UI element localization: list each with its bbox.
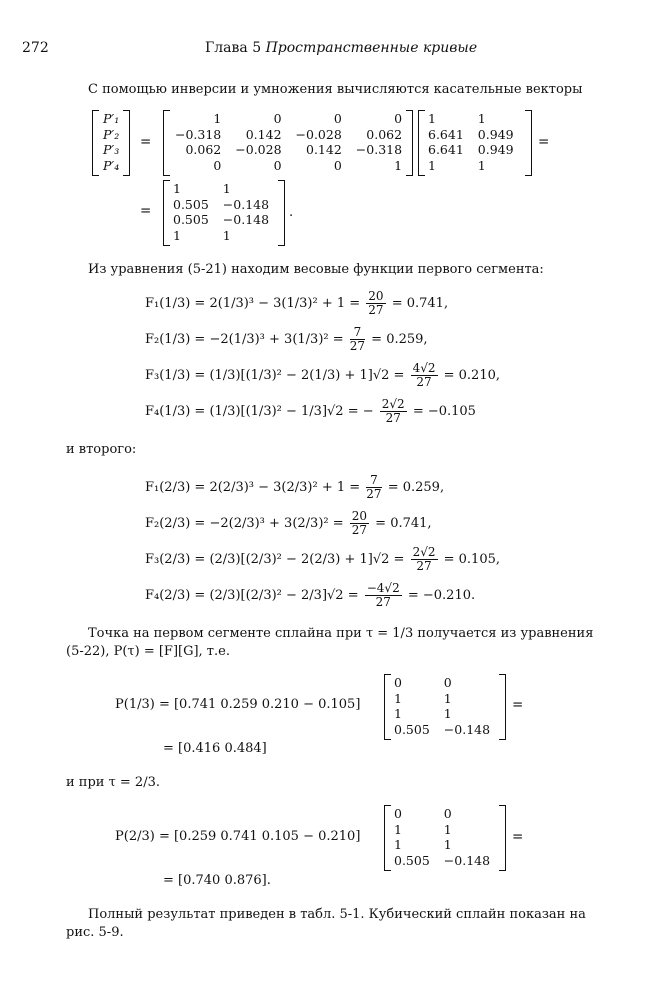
tangent-result-table xyxy=(166,181,276,243)
paragraph-point-a: Точка на первом сегменте сплайна при τ = 1/3 получается из уравнения xyxy=(88,626,594,641)
inverse-matrix-row xyxy=(168,111,409,127)
first-segment-equation-rhs: = 0.741, xyxy=(387,296,449,311)
tangent-result-row xyxy=(166,197,276,213)
paragraph-second: и второго: xyxy=(66,442,137,457)
geometry-matrix-cell: 1 xyxy=(477,111,486,126)
g-matrix-row xyxy=(387,691,497,707)
g-matrix-row xyxy=(387,822,497,838)
second-segment-equation-lhs: F₄(2/3) = (2/3)[(2/3)² − 2/3]√2 = xyxy=(145,588,363,603)
tangent-result-cell: 0.505 xyxy=(173,212,209,227)
second-segment-equation-rhs: = 0.741, xyxy=(371,516,432,531)
paragraph-point-b: (5-22), P(τ) = [F][G], т.е. xyxy=(66,644,230,659)
tangent-lhs-entries: P′₁ P′₂ P′₃ P′₄ xyxy=(103,111,120,173)
page-number: 272 xyxy=(22,40,49,56)
first-segment-equation xyxy=(145,362,500,389)
fraction-numerator: 2√2 xyxy=(412,545,436,559)
g-matrix-row xyxy=(387,706,497,722)
inverse-matrix-cell: 1 xyxy=(213,111,222,126)
g-matrix-cell: 0.505 xyxy=(394,721,430,737)
inverse-matrix-table xyxy=(168,111,409,173)
g-matrix-cell: 1 xyxy=(443,837,452,852)
geometry-matrix xyxy=(418,110,532,176)
period: . xyxy=(289,205,294,220)
g-matrix-cell: −0.148 xyxy=(443,721,491,737)
paragraph-weights: Из уравнения (5-21) находим весовые функции первого сегмента: xyxy=(88,262,544,277)
second-segment-equation-lhs: F₂(2/3) = −2(2/3)³ + 3(2/3)² = xyxy=(145,516,348,531)
g-matrix-cell: 1 xyxy=(394,821,402,837)
g-matrix-cell: 1 xyxy=(443,821,452,837)
inverse-matrix-row xyxy=(168,127,409,143)
fraction-denominator: 27 xyxy=(385,411,401,425)
running-header xyxy=(205,40,477,56)
inverse-matrix-cell: 1 xyxy=(394,157,403,173)
first-segment-equation-lhs: F₁(1/3) = 2(1/3)³ − 3(1/3)² + 1 = xyxy=(145,296,365,311)
fraction-denominator: 27 xyxy=(416,375,432,389)
first-segment-equation-lhs: F₄(1/3) = (1/3)[(1/3)² − 1/3]√2 = − xyxy=(145,404,378,419)
inverse-matrix-cell: −0.318 xyxy=(355,142,403,157)
tangent-result-row xyxy=(166,228,276,244)
g-matrix-row xyxy=(387,837,497,853)
geometry-matrix-row xyxy=(421,142,521,158)
equals-sign: = xyxy=(512,697,524,713)
first-segment-equation-rhs: = −0.105 xyxy=(408,404,476,419)
first-segment-equation-rhs: = 0.210, xyxy=(439,368,501,383)
geometry-matrix-row xyxy=(421,158,521,174)
inverse-matrix-cell: 0 xyxy=(394,111,403,126)
g-matrix-row xyxy=(387,853,497,869)
fraction-numerator: 2√2 xyxy=(381,397,405,411)
second-segment-equation xyxy=(145,510,432,537)
first-segment-fraction xyxy=(366,290,385,317)
equals-sign: = xyxy=(538,134,550,150)
inverse-matrix-cell: 0 xyxy=(273,111,282,126)
inverse-matrix xyxy=(163,110,413,176)
geometry-matrix-table xyxy=(421,111,521,173)
inverse-matrix-cell: 0 xyxy=(273,157,282,173)
first-segment-fraction xyxy=(380,398,407,425)
second-segment-equation-rhs: = 0.259, xyxy=(383,480,445,495)
fraction-numerator: 20 xyxy=(351,509,368,523)
g-matrix-1 xyxy=(384,674,506,740)
p-two-thirds-result: = [0.740 0.876]. xyxy=(163,873,271,888)
g-matrix-cell: 0 xyxy=(443,806,452,821)
fraction-denominator: 27 xyxy=(368,303,384,317)
p-one-third-lhs: P(1/3) = [0.741 0.259 0.210 − 0.105] xyxy=(115,697,361,712)
paragraph-tau-two-thirds: и при τ = 2/3. xyxy=(66,775,160,790)
geometry-matrix-row xyxy=(421,111,521,127)
fraction-numerator: 7 xyxy=(366,474,381,488)
g-matrix-1-table xyxy=(387,675,497,737)
inverse-matrix-cell: −0.028 xyxy=(295,126,342,142)
second-segment-equation-rhs: = −0.210. xyxy=(403,588,476,603)
fraction-numerator: 20 xyxy=(368,289,384,303)
second-segment-fraction xyxy=(350,510,369,537)
first-segment-equation xyxy=(145,290,448,317)
geometry-matrix-cell: 0.949 xyxy=(477,126,514,142)
g-matrix-cell: 0 xyxy=(394,675,402,690)
inverse-matrix-cell: 0.142 xyxy=(245,126,282,142)
g-matrix-row xyxy=(387,722,497,738)
second-segment-fraction xyxy=(365,582,402,609)
g-matrix-2 xyxy=(384,805,506,871)
geometry-matrix-cell: 1 xyxy=(428,157,436,173)
inverse-matrix-cell: −0.318 xyxy=(175,126,222,142)
first-segment-equation-lhs: F₂(1/3) = −2(1/3)³ + 3(1/3)² = xyxy=(145,332,348,347)
first-segment-equation xyxy=(145,398,476,425)
fraction-denominator: 27 xyxy=(349,339,366,353)
fraction-denominator: 27 xyxy=(416,559,432,573)
fraction-denominator: 27 xyxy=(375,595,391,609)
fraction-denominator: 27 xyxy=(366,487,382,501)
second-segment-equation-lhs: F₃(2/3) = (2/3)[(2/3)² − 2(2/3) + 1]√2 = xyxy=(145,552,409,567)
g-matrix-cell: 1 xyxy=(443,690,452,706)
g-matrix-row xyxy=(387,675,497,691)
tangent-result-cell: 1 xyxy=(222,181,231,196)
tangent-lhs-matrix xyxy=(92,110,130,176)
chapter-label: Глава 5 xyxy=(205,40,262,56)
geometry-matrix-cell: 1 xyxy=(428,111,436,126)
equals-sign: = xyxy=(140,203,152,219)
p-one-third-result: = [0.416 0.484] xyxy=(163,741,267,756)
g-matrix-cell: −0.148 xyxy=(443,852,491,868)
equals-sign: = xyxy=(140,134,152,150)
tangent-result-cell: 0.505 xyxy=(173,196,209,212)
g-matrix-row xyxy=(387,806,497,822)
inverse-matrix-cell: −0.028 xyxy=(235,142,282,157)
second-segment-equation-lhs: F₁(2/3) = 2(2/3)³ − 3(2/3)² + 1 = xyxy=(145,480,365,495)
fraction-denominator: 27 xyxy=(351,523,368,537)
tangent-result-cell: −0.148 xyxy=(222,212,270,227)
tangent-result-cell: 1 xyxy=(222,227,231,243)
inverse-matrix-cell: 0.142 xyxy=(306,142,342,157)
inverse-matrix-cell: 0 xyxy=(213,157,222,173)
second-segment-equation xyxy=(145,546,500,573)
tangent-result-cell: 1 xyxy=(173,227,181,243)
tangent-result-row xyxy=(166,181,276,197)
g-matrix-cell: 1 xyxy=(394,690,402,706)
g-matrix-cell: 0 xyxy=(443,675,452,690)
geometry-matrix-cell: 1 xyxy=(477,157,486,173)
g-matrix-cell: 0.505 xyxy=(394,852,430,868)
tangent-result-row xyxy=(166,212,276,228)
tangent-result-cell: −0.148 xyxy=(222,196,270,212)
inverse-matrix-cell: 0 xyxy=(333,111,342,126)
tangent-result-matrix xyxy=(163,180,285,246)
fraction-numerator: −4√2 xyxy=(366,581,400,595)
geometry-matrix-row xyxy=(421,127,521,143)
fraction-numerator: 4√2 xyxy=(412,361,436,375)
g-matrix-cell: 0 xyxy=(394,806,402,821)
first-segment-equation xyxy=(145,326,428,353)
chapter-title: Пространственные кривые xyxy=(265,40,478,56)
g-matrix-2-table xyxy=(387,806,497,868)
first-segment-equation-rhs: = 0.259, xyxy=(367,332,428,347)
inverse-matrix-cell: 0.062 xyxy=(366,126,403,142)
equals-sign: = xyxy=(512,829,524,845)
paragraph-result-b: рис. 5-9. xyxy=(66,925,124,940)
second-segment-fraction xyxy=(366,474,381,501)
geometry-matrix-cell: 6.641 xyxy=(428,126,464,142)
inverse-matrix-cell: 0 xyxy=(333,157,342,173)
p-two-thirds-lhs: P(2/3) = [0.259 0.741 0.105 − 0.210] xyxy=(115,829,361,844)
tangent-result-cell: 1 xyxy=(173,181,181,196)
second-segment-equation xyxy=(145,474,444,501)
paragraph-intro: С помощью инверсии и умножения вычисляются касательные векторы xyxy=(88,82,583,97)
geometry-matrix-cell: 0.949 xyxy=(477,142,514,157)
second-segment-equation xyxy=(145,582,475,609)
second-segment-fraction xyxy=(411,546,438,573)
first-segment-equation-lhs: F₃(1/3) = (1/3)[(1/3)² − 2(1/3) + 1]√2 = xyxy=(145,368,409,383)
first-segment-fraction xyxy=(350,326,365,353)
first-segment-fraction xyxy=(411,362,438,389)
paragraph-result-a: Полный результат приведен в табл. 5-1. Кубический сплайн показан на xyxy=(88,907,586,922)
inverse-matrix-row xyxy=(168,158,409,174)
g-matrix-cell: 1 xyxy=(443,706,452,721)
g-matrix-cell: 1 xyxy=(394,837,402,852)
g-matrix-cell: 1 xyxy=(394,706,402,721)
second-segment-equation-rhs: = 0.105, xyxy=(439,552,501,567)
inverse-matrix-row xyxy=(168,142,409,158)
fraction-numerator: 7 xyxy=(350,326,365,340)
geometry-matrix-cell: 6.641 xyxy=(428,142,464,157)
inverse-matrix-cell: 0.062 xyxy=(185,142,222,157)
